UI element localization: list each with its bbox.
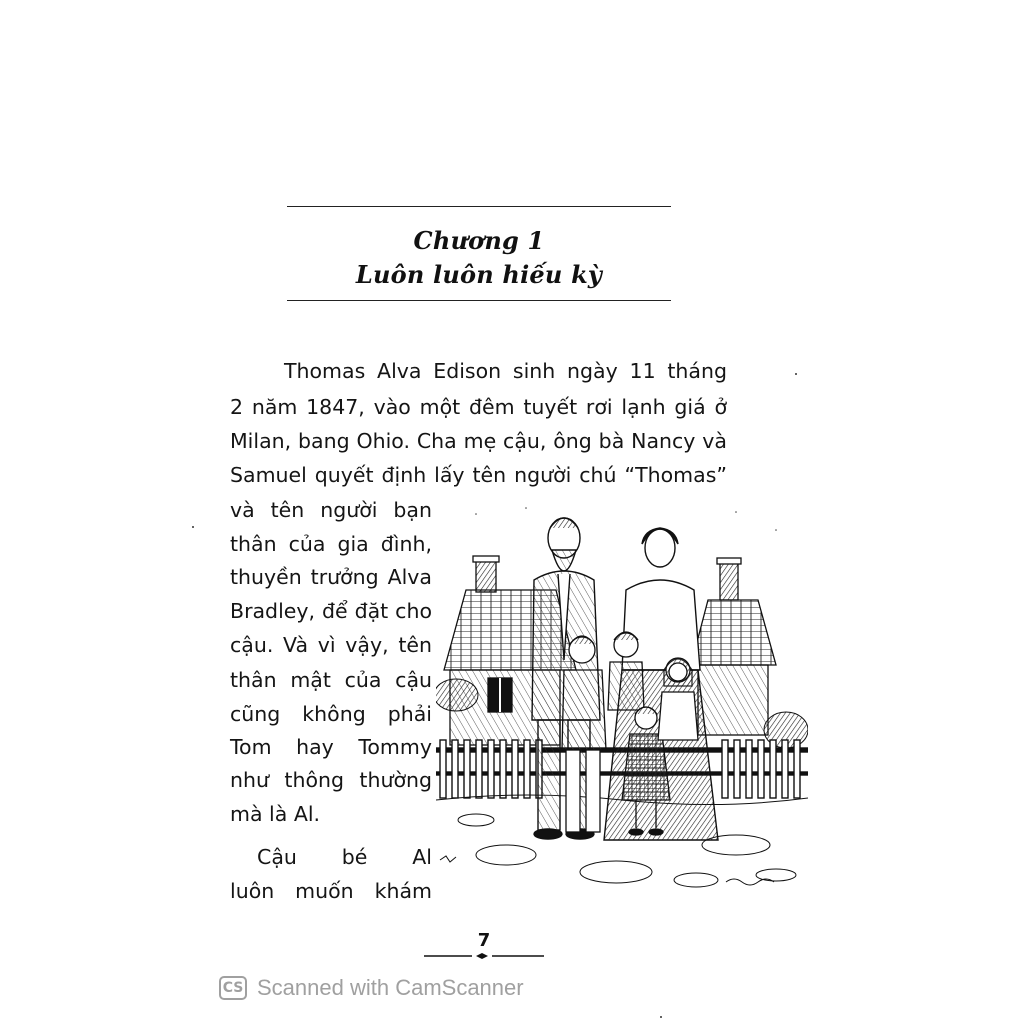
- paragraph-line: thân mật của cậu: [230, 668, 432, 692]
- heading-rule-bottom: [287, 300, 671, 301]
- chapter-number: Chương 1: [413, 226, 545, 255]
- camscanner-logo-icon: CS: [219, 976, 247, 1000]
- paragraph-line: thuyền trưởng Alva: [230, 565, 432, 589]
- scan-speck: [795, 373, 797, 375]
- paragraph-line: Milan, bang Ohio. Cha mẹ cậu, ông bà Nancy và: [230, 429, 727, 453]
- edison-family-engraving-icon: [436, 500, 808, 895]
- paragraph-line: Cậu bé Al: [257, 845, 432, 869]
- paragraph-line: như thông thường: [230, 768, 432, 792]
- ornament-divider-icon: [424, 952, 544, 960]
- paragraph-line: Tom hay Tommy: [230, 735, 432, 759]
- paragraph-line: cũng không phải: [230, 702, 432, 726]
- watermark-text: Scanned with CamScanner: [257, 975, 524, 1000]
- scan-speck: [660, 1016, 662, 1018]
- paragraph-line: luôn muốn khám: [230, 879, 432, 903]
- paragraph-line: và tên người bạn: [230, 498, 432, 522]
- camscanner-watermark: [219, 972, 524, 1004]
- scan-speck: [192, 526, 194, 528]
- heading-rule-top: [287, 206, 671, 207]
- paragraph-line: cậu. Và vì vậy, tên: [230, 633, 432, 657]
- paragraph-line: 2 năm 1847, vào một đêm tuyết rơi lạnh giá ở: [230, 395, 727, 419]
- paragraph-line: mà là Al.: [230, 802, 321, 826]
- paragraph-line: Samuel quyết định lấy tên người chú “Thomas”: [230, 463, 727, 487]
- paragraph-line: Thomas Alva Edison sinh ngày 11 tháng: [284, 359, 727, 383]
- page-number: 7: [477, 930, 491, 951]
- page-footer: [424, 930, 544, 962]
- chapter-title: Luôn luôn hiếu kỳ: [355, 260, 603, 289]
- paragraph-line: Bradley, để đặt cho: [230, 599, 432, 623]
- paragraph-line: thân của gia đình,: [230, 532, 432, 556]
